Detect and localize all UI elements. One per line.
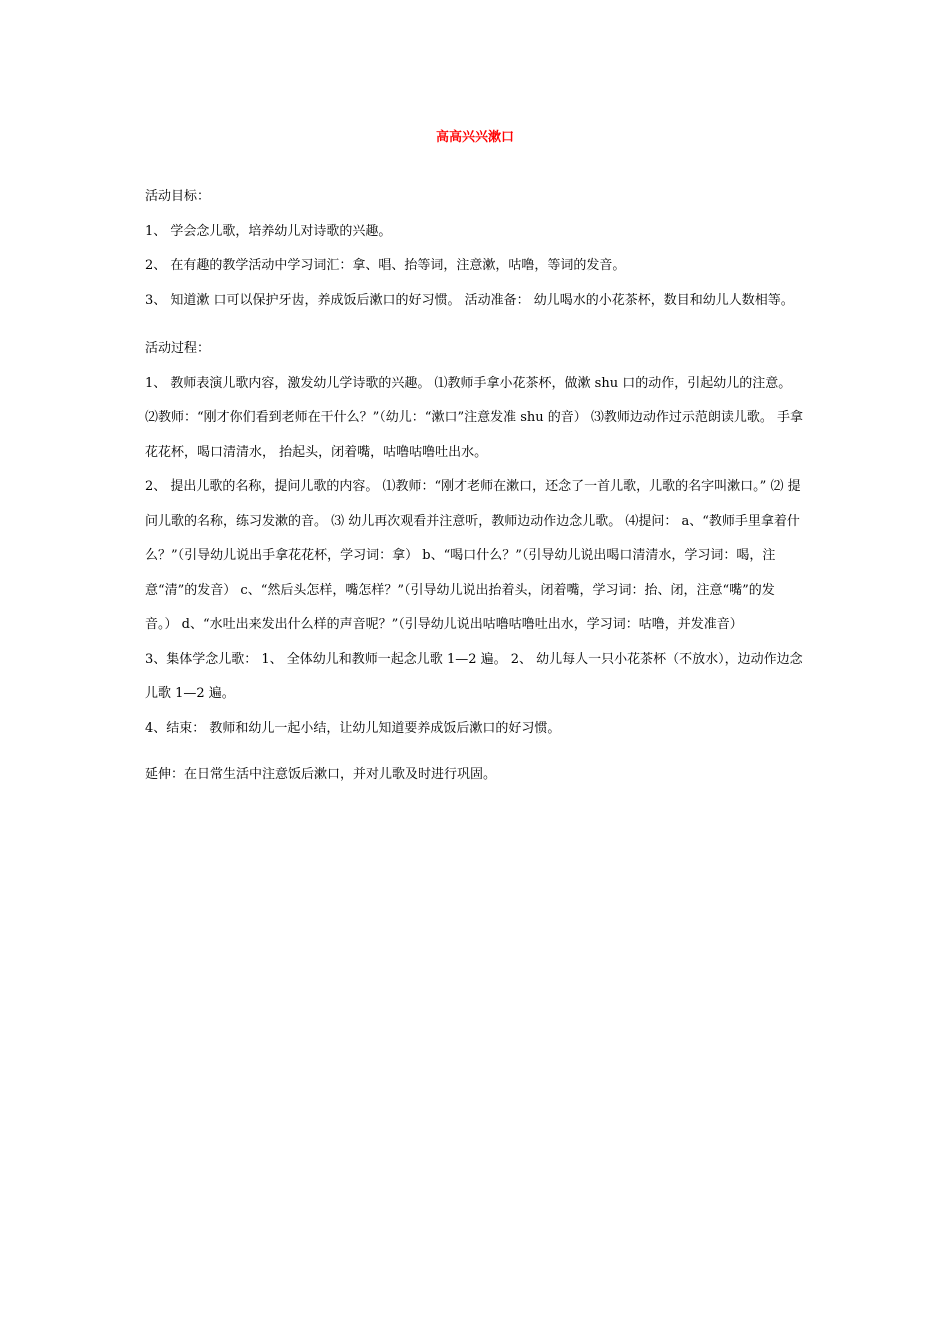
goals-heading: 活动目标： xyxy=(145,189,211,204)
spacer xyxy=(145,746,805,758)
process-step-2: 2、 提出儿歌的名称，提问儿歌的内容。 ⑴教师：“刚才老师在漱口，还念了一首儿歌，儿歌的名字叫漱口。” ⑵ 提问儿歌的名称，练习发漱的音。 ⑶ 幼儿再次观看并注意听，教师边动作边念儿歌。 ⑷提问： a、“教师手里拿着什么？”（引导幼儿说出手拿花花杯，学习词：拿） b、“喝口什么？”（引导幼儿说出喝口清清水，学习词：喝，注意“清”的发音） c、“然后头怎样，嘴怎样？”（引导幼儿说出抬着头，闭着嘴，学习词：抬、闭，注意“嘴”的发音。） d、“水吐出来发出什么样的声音呢？”（引导幼儿说出咕噜咕噜吐出水，学习词：咕噜，并发准音） xyxy=(145,479,801,632)
process-heading: 活动过程： xyxy=(145,341,211,356)
process-step-1: 1、 教师表演儿歌内容，激发幼儿学诗歌的兴趣。 ⑴教师手拿小花茶杯，做漱 shu 口的动作，引起幼儿的注意。 ⑵教师：“刚才你们看到老师在干什么？”（幼儿：“漱口”注意发准 shu 的音） ⑶教师边动作过示范朗读儿歌。 手拿花花杯，喝口清清水， 抬起头，闭着嘴，咕噜咕噜吐出水。 xyxy=(145,375,804,460)
process-step-4: 4、结束： 教师和幼儿一起小结，让幼儿知道要养成饭后漱口的好习惯。 xyxy=(145,720,561,736)
goal-item-1: 1、 学会念儿歌，培养幼儿对诗歌的兴趣。 xyxy=(145,223,392,239)
document-title: 高高兴兴漱口 xyxy=(435,130,514,145)
goal-item-2: 2、 在有趣的教学活动中学习词汇：拿、唱、抬等词，注意漱，咕噜，等词的发音。 xyxy=(145,258,626,273)
extension-note: 延伸：在日常生活中注意饭后漱口，并对儿歌及时进行巩固。 xyxy=(145,767,497,782)
spacer xyxy=(145,318,805,332)
process-step-3: 3、集体学念儿歌： 1、 全体幼儿和教师一起念儿歌 1—2 遍。 2、 幼儿每人一只小花茶杯（不放水），边动作边念儿歌 1—2 遍。 xyxy=(145,651,803,701)
document-body xyxy=(145,180,805,793)
goal-item-3: 3、 知道漱 口可以保护牙齿，养成饭后漱口的好习惯。 活动准备： 幼儿喝水的小花茶杯，数目和幼儿人数相等。 xyxy=(145,292,794,308)
